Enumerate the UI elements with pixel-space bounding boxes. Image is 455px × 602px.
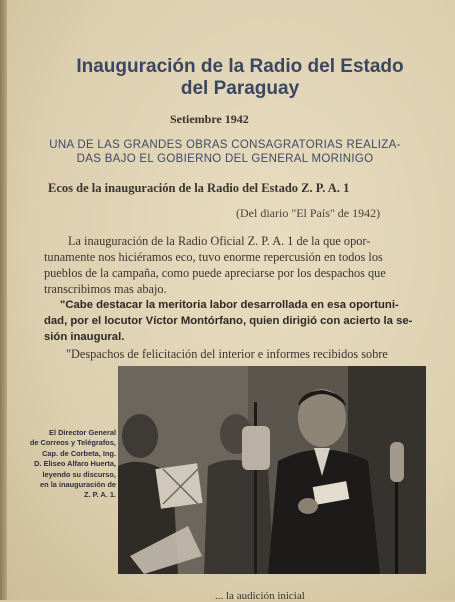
paragraph-1-line-2: tunamente nos hiciéramos eco, tuvo enorme repercusión en todos los bbox=[44, 250, 383, 264]
paragraph-1-line-4: transcribimos mas abajo. bbox=[44, 282, 167, 296]
source-citation: (Del diario "El País" de 1942) bbox=[236, 206, 381, 220]
paragraph-2-line-1: "Cabe destacar la meritoria labor desarrollada en esa oportuni- bbox=[60, 299, 399, 311]
caption-line: Z. P. A. 1. bbox=[83, 490, 116, 500]
paragraph-1-line-3: pueblos de la campaña, como puede apreciarse por los despachos que bbox=[44, 266, 386, 280]
article-date: Setiembre 1942 bbox=[170, 112, 249, 126]
paragraph-1-line-1: La inauguración de la Radio Oficial Z. P. A. 1 de la que opor- bbox=[68, 234, 371, 248]
paragraph-3-line-1: "Despachos de felicitación del interior e informes recibidos sobre bbox=[66, 347, 388, 361]
photo-caption bbox=[14, 428, 116, 501]
subheading: Ecos de la inauguración de la Radio del Estado Z. P. A. 1 bbox=[48, 181, 350, 195]
photograph-speaker-at-microphone bbox=[118, 366, 426, 574]
caption-line: de Correos y Telégrafos, bbox=[29, 438, 116, 448]
caption-line: D. Eliseo Alfaro Huerta, bbox=[34, 459, 116, 469]
caption-line: leyendo su discurso, bbox=[42, 469, 116, 479]
book-binding-edge bbox=[0, 0, 7, 600]
photo-illustration bbox=[118, 366, 426, 574]
caption-line: Cap. de Corbeta, Ing. bbox=[42, 448, 116, 458]
partial-text-bottom: ... la audición inicial bbox=[215, 590, 305, 602]
paragraph-2-line-2: dad, por el locutor Víctor Montórfano, quien dirigió con acierto la se- bbox=[44, 315, 413, 327]
caption-line: El Director General bbox=[49, 428, 116, 437]
headline-line-1: UNA DE LAS GRANDES OBRAS CONSAGRATORIAS REALIZA- bbox=[49, 139, 401, 151]
caption-line: en la inauguración de bbox=[40, 480, 116, 490]
article-title-line-2: del Paraguay bbox=[180, 78, 300, 99]
headline-line-2: DAS BAJO EL GOBIERNO DEL GENERAL MORINIGO bbox=[76, 153, 374, 165]
paragraph-2-line-3: sión inaugural. bbox=[44, 331, 125, 343]
article-title-line-1: Inauguración de la Radio del Estado bbox=[76, 56, 404, 77]
